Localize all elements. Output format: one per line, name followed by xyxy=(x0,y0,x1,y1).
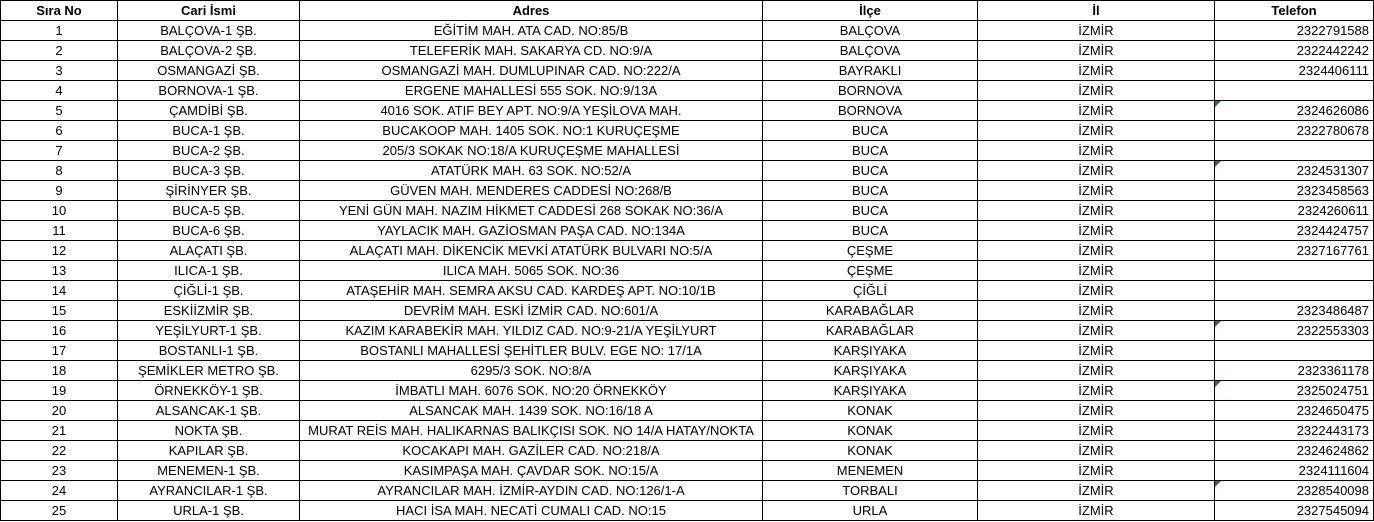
table-row[interactable] xyxy=(1,341,1374,361)
cell-cari-ismi[interactable]: NOKTA ŞB. xyxy=(118,421,300,441)
cell-ilce[interactable]: BUCA xyxy=(763,121,978,141)
cell-telefon[interactable]: 2324626086 xyxy=(1215,101,1374,121)
cell-adres[interactable]: AYRANCILAR MAH. İZMİR-AYDIN CAD. NO:126/1-A xyxy=(300,481,763,501)
cell-telefon[interactable]: 2324260611 xyxy=(1215,201,1374,221)
table-body xyxy=(1,21,1374,521)
cell-adres[interactable]: KAZIM KARABEKİR MAH. YILDIZ CAD. NO:9-21/A YEŞİLYURT xyxy=(300,321,763,341)
cell-ilce[interactable]: BUCA xyxy=(763,221,978,241)
cell-il[interactable]: İZMİR xyxy=(978,81,1215,101)
cell-ilce[interactable]: KONAK xyxy=(763,441,978,461)
cell-telefon[interactable]: 2327545094 xyxy=(1215,501,1374,521)
cell-ilce[interactable]: TORBALI xyxy=(763,481,978,501)
cell-telefon[interactable]: 2323458563 xyxy=(1215,181,1374,201)
cell-adres[interactable]: 6295/3 SOK. NO:8/A xyxy=(300,361,763,381)
cell-ilce[interactable]: KARABAĞLAR xyxy=(763,321,978,341)
cell-il[interactable]: İZMİR xyxy=(978,101,1215,121)
header-telefon: Telefon xyxy=(1215,1,1374,21)
cell-telefon[interactable]: 2328540098 xyxy=(1215,481,1374,501)
cell-il[interactable]: İZMİR xyxy=(978,361,1215,381)
cell-cari-ismi[interactable]: BUCA-6 ŞB. xyxy=(118,221,300,241)
cell-ilce[interactable]: BUCA xyxy=(763,161,978,181)
cell-sira-no[interactable]: 5 xyxy=(1,101,118,121)
cell-sira-no[interactable]: 15 xyxy=(1,301,118,321)
cell-adres[interactable]: YENİ GÜN MAH. NAZIM HİKMET CADDESİ 268 SOKAK NO:36/A xyxy=(300,201,763,221)
table-row[interactable] xyxy=(1,421,1374,441)
cell-adres[interactable]: KASIMPAŞA MAH. ÇAVDAR SOK. NO:15/A xyxy=(300,461,763,481)
cell-sira-no[interactable]: 25 xyxy=(1,501,118,521)
cell-telefon[interactable] xyxy=(1215,81,1374,101)
cell-telefon[interactable]: 2322442242 xyxy=(1215,41,1374,61)
cell-il[interactable]: İZMİR xyxy=(978,221,1215,241)
cell-cari-ismi[interactable]: BOSTANLI-1 ŞB. xyxy=(118,341,300,361)
cell-cari-ismi[interactable]: URLA-1 ŞB. xyxy=(118,501,300,521)
cell-ilce[interactable]: URLA xyxy=(763,501,978,521)
table-row[interactable] xyxy=(1,41,1374,61)
cell-cari-ismi[interactable]: ŞİRİNYER ŞB. xyxy=(118,181,300,201)
cell-sira-no[interactable]: 19 xyxy=(1,381,118,401)
table-row[interactable] xyxy=(1,321,1374,341)
cell-telefon[interactable]: 2324650475 xyxy=(1215,401,1374,421)
cell-sira-no[interactable]: 22 xyxy=(1,441,118,461)
cell-cari-ismi[interactable]: BUCA-2 ŞB. xyxy=(118,141,300,161)
cell-telefon[interactable]: 2324406111 xyxy=(1215,61,1374,81)
cell-il[interactable]: İZMİR xyxy=(978,461,1215,481)
cell-sira-no[interactable]: 6 xyxy=(1,121,118,141)
cell-adres[interactable]: BUCAKOOP MAH. 1405 SOK. NO:1 KURUÇEŞME xyxy=(300,121,763,141)
cell-sira-no[interactable]: 18 xyxy=(1,361,118,381)
cell-cari-ismi[interactable]: ESKİİZMİR ŞB. xyxy=(118,301,300,321)
table-row[interactable] xyxy=(1,61,1374,81)
cell-cari-ismi[interactable]: MENEMEN-1 ŞB. xyxy=(118,461,300,481)
cell-il[interactable]: İZMİR xyxy=(978,301,1215,321)
cell-il[interactable]: İZMİR xyxy=(978,61,1215,81)
table-row[interactable] xyxy=(1,361,1374,381)
header-adres: Adres xyxy=(300,1,763,21)
table-row[interactable] xyxy=(1,161,1374,181)
table-row[interactable] xyxy=(1,141,1374,161)
table-row[interactable] xyxy=(1,441,1374,461)
table-row[interactable] xyxy=(1,201,1374,221)
cell-il[interactable]: İZMİR xyxy=(978,381,1215,401)
cell-il[interactable]: İZMİR xyxy=(978,341,1215,361)
header-cari-ismi: Cari İsmi xyxy=(118,1,300,21)
cell-il[interactable]: İZMİR xyxy=(978,261,1215,281)
cell-telefon[interactable]: 2322443173 xyxy=(1215,421,1374,441)
cell-il[interactable]: İZMİR xyxy=(978,501,1215,521)
cell-adres[interactable]: ALSANCAK MAH. 1439 SOK. NO:16/18 A xyxy=(300,401,763,421)
cell-cari-ismi[interactable]: BUCA-3 ŞB. xyxy=(118,161,300,181)
cell-il[interactable]: İZMİR xyxy=(978,401,1215,421)
cell-telefon[interactable]: 2324531307 xyxy=(1215,161,1374,181)
table-row[interactable] xyxy=(1,181,1374,201)
cell-telefon[interactable] xyxy=(1215,141,1374,161)
cell-ilce[interactable]: BUCA xyxy=(763,181,978,201)
cell-il[interactable]: İZMİR xyxy=(978,181,1215,201)
cell-ilce[interactable]: BALÇOVA xyxy=(763,21,978,41)
cell-cari-ismi[interactable]: OSMANGAZİ ŞB. xyxy=(118,61,300,81)
cell-ilce[interactable]: BALÇOVA xyxy=(763,41,978,61)
cell-cari-ismi[interactable]: ÖRNEKKÖY-1 ŞB. xyxy=(118,381,300,401)
cell-sira-no[interactable]: 9 xyxy=(1,181,118,201)
cell-ilce[interactable]: ÇEŞME xyxy=(763,241,978,261)
cell-sira-no[interactable]: 7 xyxy=(1,141,118,161)
cell-sira-no[interactable]: 24 xyxy=(1,481,118,501)
cell-cari-ismi[interactable]: ÇAMDİBİ ŞB. xyxy=(118,101,300,121)
header-il: İl xyxy=(978,1,1215,21)
table-row[interactable] xyxy=(1,301,1374,321)
cell-adres[interactable]: İMBATLI MAH. 6076 SOK. NO:20 ÖRNEKKÖY xyxy=(300,381,763,401)
cell-adres[interactable]: ATAŞEHİR MAH. SEMRA AKSU CAD. KARDEŞ APT. NO:10/1B xyxy=(300,281,763,301)
table-row[interactable] xyxy=(1,281,1374,301)
cell-telefon[interactable]: 2322791588 xyxy=(1215,21,1374,41)
cell-cari-ismi[interactable]: BALÇOVA-1 ŞB. xyxy=(118,21,300,41)
cell-sira-no[interactable]: 20 xyxy=(1,401,118,421)
cell-adres[interactable]: ERGENE MAHALLESİ 555 SOK. NO:9/13A xyxy=(300,81,763,101)
cell-adres[interactable]: BOSTANLI MAHALLESİ ŞEHİTLER BULV. EGE NO: 17/1A xyxy=(300,341,763,361)
cell-telefon[interactable]: 2324111604 xyxy=(1215,461,1374,481)
cell-telefon[interactable]: 2324424757 xyxy=(1215,221,1374,241)
cell-sira-no[interactable]: 2 xyxy=(1,41,118,61)
cell-sira-no[interactable]: 8 xyxy=(1,161,118,181)
cell-sira-no[interactable]: 10 xyxy=(1,201,118,221)
cell-cari-ismi[interactable]: BALÇOVA-2 ŞB. xyxy=(118,41,300,61)
cell-ilce[interactable]: KARŞIYAKA xyxy=(763,381,978,401)
cell-ilce[interactable]: BAYRAKLI xyxy=(763,61,978,81)
cell-ilce[interactable]: ÇEŞME xyxy=(763,261,978,281)
table-row[interactable] xyxy=(1,401,1374,421)
cell-telefon[interactable]: 2323361178 xyxy=(1215,361,1374,381)
cell-il[interactable]: İZMİR xyxy=(978,41,1215,61)
cell-sira-no[interactable]: 12 xyxy=(1,241,118,261)
cell-cari-ismi[interactable]: ŞEMİKLER METRO ŞB. xyxy=(118,361,300,381)
cell-cari-ismi[interactable]: ÇİĞLİ-1 ŞB. xyxy=(118,281,300,301)
cell-ilce[interactable]: KARŞIYAKA xyxy=(763,361,978,381)
cell-cari-ismi[interactable]: ALSANCAK-1 ŞB. xyxy=(118,401,300,421)
cell-ilce[interactable]: KARABAĞLAR xyxy=(763,301,978,321)
cell-cari-ismi[interactable]: AYRANCILAR-1 ŞB. xyxy=(118,481,300,501)
cell-telefon[interactable]: 2323486487 xyxy=(1215,301,1374,321)
cell-sira-no[interactable]: 23 xyxy=(1,461,118,481)
header-row xyxy=(1,1,1374,21)
cell-adres[interactable]: DEVRİM MAH. ESKİ İZMİR CAD. NO:601/A xyxy=(300,301,763,321)
cell-ilce[interactable]: KARŞIYAKA xyxy=(763,341,978,361)
cell-telefon[interactable]: 2324624862 xyxy=(1215,441,1374,461)
cell-adres[interactable]: TELEFERİK MAH. SAKARYA CD. NO:9/A xyxy=(300,41,763,61)
cell-telefon[interactable] xyxy=(1215,261,1374,281)
cell-il[interactable]: İZMİR xyxy=(978,321,1215,341)
table-row[interactable] xyxy=(1,221,1374,241)
cell-il[interactable]: İZMİR xyxy=(978,201,1215,221)
cell-sira-no[interactable]: 13 xyxy=(1,261,118,281)
table-row[interactable] xyxy=(1,461,1374,481)
cell-il[interactable]: İZMİR xyxy=(978,121,1215,141)
cell-ilce[interactable]: BUCA xyxy=(763,141,978,161)
cell-sira-no[interactable]: 16 xyxy=(1,321,118,341)
cell-telefon[interactable]: 2325024751 xyxy=(1215,381,1374,401)
cell-adres[interactable]: MURAT REİS MAH. HALIKARNAS BALIKÇISI SOK. NO 14/A HATAY/NOKTA xyxy=(300,421,763,441)
cell-ilce[interactable]: KONAK xyxy=(763,401,978,421)
cell-adres[interactable]: ILICA MAH. 5065 SOK. NO:36 xyxy=(300,261,763,281)
table-row[interactable] xyxy=(1,121,1374,141)
cell-sira-no[interactable]: 4 xyxy=(1,81,118,101)
table-row[interactable] xyxy=(1,481,1374,501)
cell-telefon[interactable] xyxy=(1215,281,1374,301)
table-row[interactable] xyxy=(1,261,1374,281)
table-row[interactable] xyxy=(1,241,1374,261)
table-row[interactable] xyxy=(1,81,1374,101)
cell-adres[interactable]: GÜVEN MAH. MENDERES CADDESİ NO:268/B xyxy=(300,181,763,201)
cell-il[interactable]: İZMİR xyxy=(978,21,1215,41)
table-row[interactable] xyxy=(1,21,1374,41)
cell-adres[interactable]: OSMANGAZİ MAH. DUMLUPINAR CAD. NO:222/A xyxy=(300,61,763,81)
cell-adres[interactable]: KOCAKAPI MAH. GAZİLER CAD. NO:218/A xyxy=(300,441,763,461)
cell-adres[interactable]: 4016 SOK. ATIF BEY APT. NO:9/A YEŞİLOVA MAH. xyxy=(300,101,763,121)
cell-il[interactable]: İZMİR xyxy=(978,441,1215,461)
cell-il[interactable]: İZMİR xyxy=(978,281,1215,301)
cell-ilce[interactable]: BORNOVA xyxy=(763,101,978,121)
cell-sira-no[interactable]: 17 xyxy=(1,341,118,361)
cell-cari-ismi[interactable]: BUCA-1 ŞB. xyxy=(118,121,300,141)
cell-adres[interactable]: EĞİTİM MAH. ATA CAD. NO:85/B xyxy=(300,21,763,41)
cell-cari-ismi[interactable]: BUCA-5 ŞB. xyxy=(118,201,300,221)
table-row[interactable] xyxy=(1,381,1374,401)
table-row[interactable] xyxy=(1,501,1374,521)
cell-cari-ismi[interactable]: BORNOVA-1 ŞB. xyxy=(118,81,300,101)
cell-il[interactable]: İZMİR xyxy=(978,421,1215,441)
cell-ilce[interactable]: BORNOVA xyxy=(763,81,978,101)
cell-sira-no[interactable]: 1 xyxy=(1,21,118,41)
header-sira-no: Sıra No xyxy=(1,1,118,21)
cell-il[interactable]: İZMİR xyxy=(978,141,1215,161)
cell-il[interactable]: İZMİR xyxy=(978,241,1215,261)
cell-cari-ismi[interactable]: KAPILAR ŞB. xyxy=(118,441,300,461)
cell-il[interactable]: İZMİR xyxy=(978,161,1215,181)
cell-ilce[interactable]: KONAK xyxy=(763,421,978,441)
cell-telefon[interactable]: 2322553303 xyxy=(1215,321,1374,341)
cell-telefon[interactable]: 2322780678 xyxy=(1215,121,1374,141)
cell-sira-no[interactable]: 21 xyxy=(1,421,118,441)
cell-adres[interactable]: ATATÜRK MAH. 63 SOK. NO:52/A xyxy=(300,161,763,181)
cell-ilce[interactable]: ÇİĞLİ xyxy=(763,281,978,301)
cell-adres[interactable]: HACI İSA MAH. NECATİ CUMALI CAD. NO:15 xyxy=(300,501,763,521)
cell-cari-ismi[interactable]: ILICA-1 ŞB. xyxy=(118,261,300,281)
cell-adres[interactable]: ALAÇATI MAH. DİKENCİK MEVKİ ATATÜRK BULVARI NO:5/A xyxy=(300,241,763,261)
cell-adres[interactable]: YAYLACIK MAH. GAZİOSMAN PAŞA CAD. NO:134A xyxy=(300,221,763,241)
cell-sira-no[interactable]: 11 xyxy=(1,221,118,241)
cell-sira-no[interactable]: 3 xyxy=(1,61,118,81)
cell-il[interactable]: İZMİR xyxy=(978,481,1215,501)
cell-telefon[interactable]: 2327167761 xyxy=(1215,241,1374,261)
cell-cari-ismi[interactable]: YEŞİLYURT-1 ŞB. xyxy=(118,321,300,341)
cell-adres[interactable]: 205/3 SOKAK NO:18/A KURUÇEŞME MAHALLESİ xyxy=(300,141,763,161)
cell-telefon[interactable] xyxy=(1215,341,1374,361)
cell-ilce[interactable]: MENEMEN xyxy=(763,461,978,481)
header-ilce: İlçe xyxy=(763,1,978,21)
cell-cari-ismi[interactable]: ALAÇATI ŞB. xyxy=(118,241,300,261)
table-row[interactable] xyxy=(1,101,1374,121)
cell-ilce[interactable]: BUCA xyxy=(763,201,978,221)
cell-sira-no[interactable]: 14 xyxy=(1,281,118,301)
